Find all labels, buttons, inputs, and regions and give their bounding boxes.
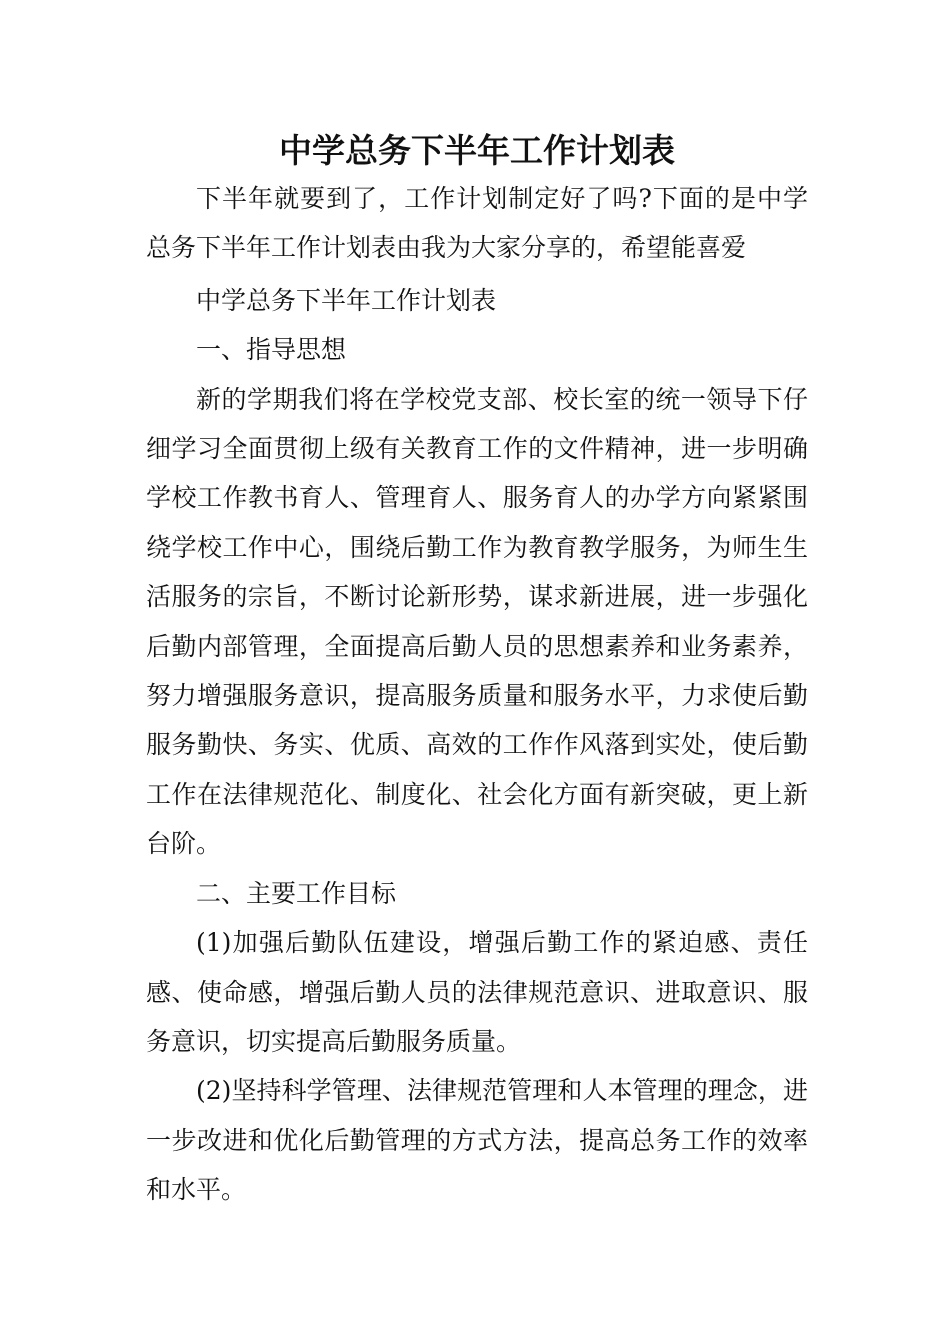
guiding-thought-paragraph: 新的学期我们将在学校党支部、校长室的统一领导下仔细学习全面贯彻上级有关教育工作的文件精神，进一步明确学校工作教书育人、管理育人、服务育人的办学方向紧紧围绕学校工作中心，围绕后勤工作为教育教学服务，为师生生活服务的宗旨，不断讨论新形势，谋求新进展，进一步强化后勤内部管理，全面提高后勤人员的思想素养和业务素养，努力增强服务意识，提高服务质量和服务水平，力求使后勤服务勤快、务实、优质、高效的工作作风落到实处，使后勤工作在法律规范化、制度化、社会化方面有新突破，更上新台阶。 [146,384,808,859]
document-body [146,128,808,1215]
plan-subtitle: 中学总务下半年工作计划表 [196,285,497,315]
section-heading-main-goals: 二、主要工作目标 [196,878,397,908]
goal-item-2: (2)坚持科学管理、法律规范管理和人本管理的理念，进一步改进和优化后勤管理的方式方法，提高总务工作的效率和水平。 [146,1076,808,1205]
section-heading-guiding-thought: 一、指导思想 [196,335,347,365]
goal-item-1: (1)加强后勤队伍建设，增强后勤工作的紧迫感、责任感、使命感，增强后勤人员的法律规范意识、进取意识、服务意识，切实提高后勤服务质量。 [146,928,808,1056]
document-title: 中学总务下半年工作计划表 [279,131,675,170]
intro-paragraph: 下半年就要到了，工作计划制定好了吗?下面的是中学总务下半年工作计划表由我为大家分享的，希望能喜爱 [146,184,808,263]
